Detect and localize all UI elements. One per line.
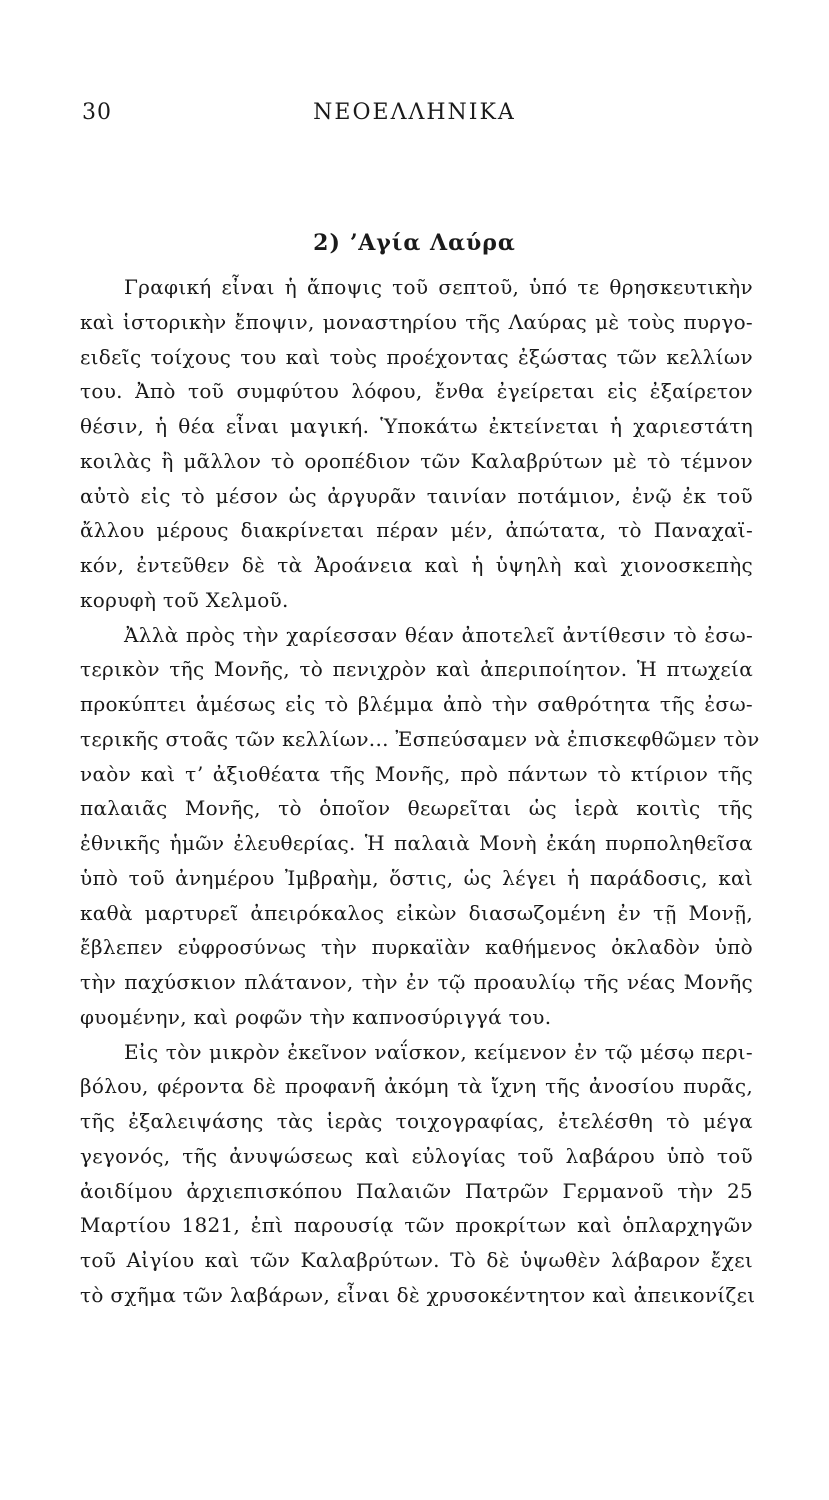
text-line: προκύπτει ἀμέσως εἰς τὸ βλέμμα ἀπὸ τὴν σαθρότητα τῆς ἐσω- [80,692,753,716]
text-line: φυομένην, καὶ ροφῶν τὴν καπνοσύριγγά του. [80,1004,552,1029]
text-line: καθὰ μαρτυρεῖ ἀπειρόκαλος εἰκὼν διασωζομένη ἐν τῇ Μονῇ, [80,900,753,925]
text-line: τερικὸν τῆς Μονῆς, τὸ πενιχρὸν καὶ ἀπεριποίητον. Ἡ πτωχεία [80,657,753,682]
text-line: τερικῆς στοᾶς τῶν κελλίων... Ἐσπεύσαμεν νὰ ἐπισκεφθῶμεν τὸν [80,726,760,751]
text-line: ειδεῖς τοίχους του καὶ τοὺς προέχοντας ἐξώστας τῶν κελλίων [80,344,753,369]
text-line: Εἰς τὸν μικρὸν ἐκεῖνον ναΐσκον, κείμενον ἐν τῷ μέσῳ περι- [124,1039,753,1064]
text-line: ἐθνικῆς ἡμῶν ἐλευθερίας. Ἡ παλαιὰ Μονὴ ἐκάη πυρποληθεῖσα [80,831,753,855]
text-line: Γραφική εἶναι ἡ ἄποψις τοῦ σεπτοῦ, ὑπό τε θρησκευτικὴν [124,275,753,299]
text-line: του. Ἀπὸ τοῦ συμφύτου λόφου, ἔνθα ἐγείρεται εἰς ἐξαίρετον [80,379,753,404]
page-header [82,100,747,134]
section-heading: 2) ʼΑγία Λαύρα [313,230,516,256]
text-line: Μαρτίου 1821, ἐπὶ παρουσίᾳ τῶν προκρίτων καὶ ὁπλαρχηγῶν [80,1213,753,1238]
text-line: παλαιᾶς Μονῆς, τὸ ὁποῖον θεωρεῖται ὡς ἱερὰ κοιτὶς τῆς [80,796,753,821]
text-line: καὶ ἱστορικὴν ἔποψιν, μοναστηρίου τῆς Λαύρας μὲ τοὺς πυργο- [80,309,753,334]
text-line: γεγονός, τῆς ἀνυψώσεως καὶ εὐλογίας τοῦ λαβάρου ὑπὸ τοῦ [80,1143,753,1168]
text-line: τῆς ἐξαλειψάσης τὰς ἱερὰς τοιχογραφίας, ἐτελέσθη τὸ μέγα [80,1109,753,1133]
text-line: ὑπὸ τοῦ ἀνημέρου Ἰμβραὴμ, ὅστις, ὡς λέγει ἡ παράδοσις, καὶ [80,865,753,890]
text-line: κοιλὰς ἢ μᾶλλον τὸ οροπέδιον τῶν Καλαβρύτων μὲ τὸ τέμνον [80,448,753,473]
text-line: ἄλλου μέρους διακρίνεται πέραν μέν, ἀπώτατα, τὸ Παναχαϊ- [80,518,753,543]
text-line: ἔβλεπεν εὐφροσύνως τὴν πυρκαϊὰν καθήμενος ὀκλαδὸν ὑπὸ [80,935,753,960]
text-line: κορυφὴ τοῦ Χελμοῦ. [80,587,289,612]
text-line: ἀοιδίμου ἀρχιεπισκόπου Παλαιῶν Πατρῶν Γερμανοῦ τὴν 25 [80,1178,753,1203]
text-line: τοῦ Αἰγίου καὶ τῶν Καλαβρύτων. Τὸ δὲ ὑψωθὲν λάβαρον ἔχει [80,1248,753,1272]
text-line: ναὸν καὶ τʼ ἀξιοθέατα τῆς Μονῆς, πρὸ πάντων τὸ κτίριον τῆς [80,761,753,786]
text-line: τὸ σχῆμα τῶν λαβάρων, εἶναι δὲ χρυσοκέντητον καὶ ἀπεικονίζει [80,1282,756,1307]
page-number: 30 [82,100,112,125]
text-line: τὴν παχύσκιον πλάτανον, τὴν ἐν τῷ προαυλίῳ τῆς νέας Μονῆς [80,970,753,994]
body-text [80,270,760,1313]
running-title: ΝΕΟΕΛΛΗΝΙΚΑ [313,100,516,125]
text-line: βόλου, φέροντα δὲ προφανῆ ἀκόμη τὰ ἴχνη τῆς ἀνοσίου πυρᾶς, [80,1074,753,1099]
text-line: αὐτὸ εἰς τὸ μέσον ὡς ἀργυρᾶν ταινίαν ποτάμιον, ἐνῷ ἐκ τοῦ [80,483,753,508]
text-line: κόν, ἐντεῦθεν δὲ τὰ Ἀροάνεια καὶ ἡ ὑψηλὴ καὶ χιονοσκεπὴς [80,553,753,577]
text-line: Ἀλλὰ πρὸς τὴν χαρίεσσαν θέαν ἀποτελεῖ ἀντίθεσιν τὸ ἐσω- [124,622,753,647]
text-line: θέσιν, ἡ θέα εἶναι μαγική. Ὑποκάτω ἐκτείνεται ἡ χαριεστάτη [80,414,753,438]
